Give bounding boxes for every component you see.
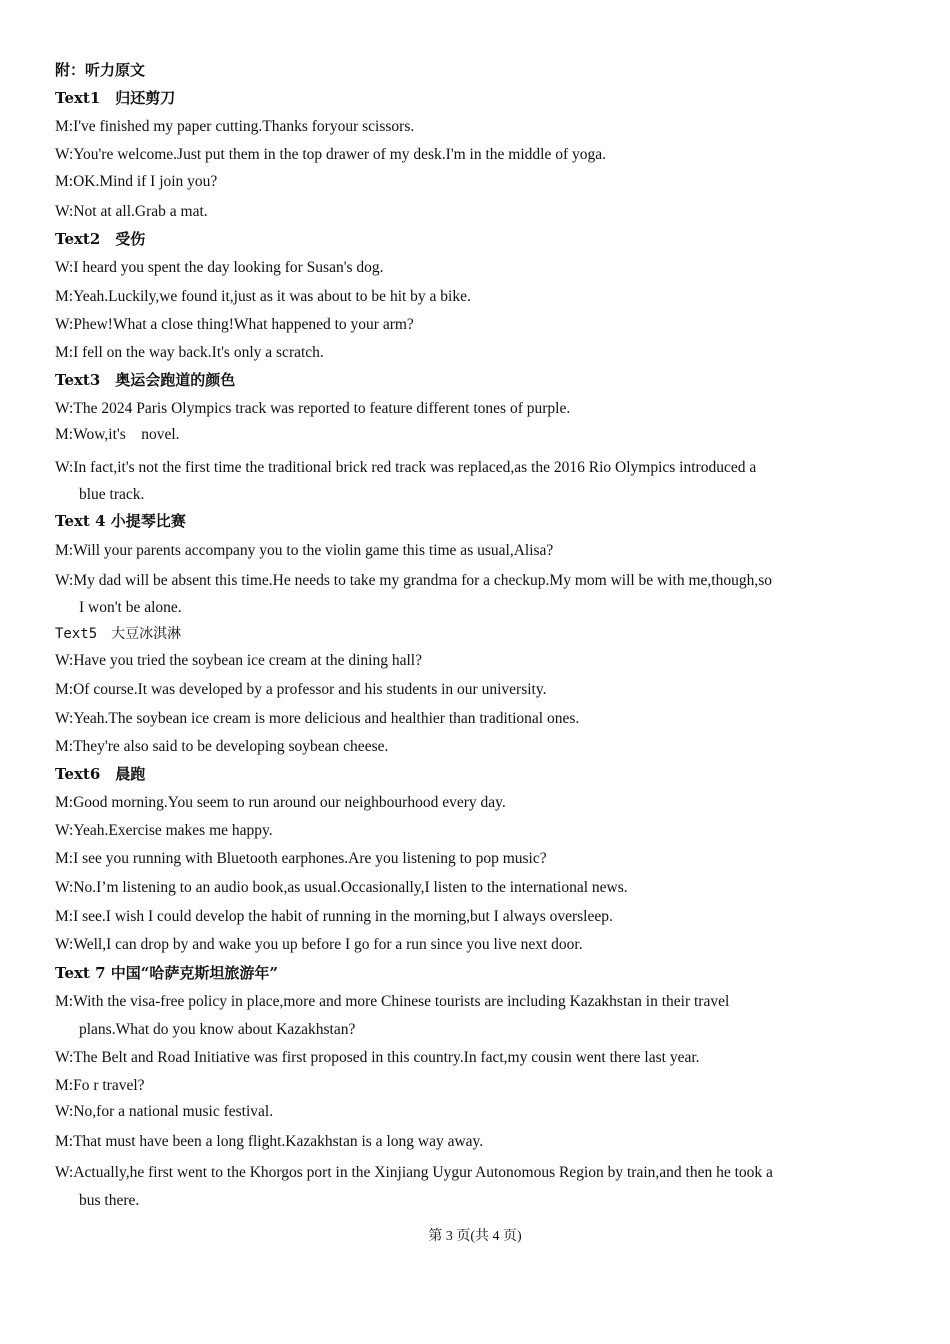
transcript-line: M:Good morning.You seem to run around our neighbourhood every day.: [55, 794, 506, 811]
text2-title: Text2 受伤: [55, 230, 146, 248]
page-footer: 第 3 页(共 4 页): [428, 1229, 522, 1244]
transcript-line-continued: bus there.: [79, 1192, 140, 1209]
transcript-line: M:I see you running with Bluetooth earphones.Are you listening to pop music?: [55, 850, 547, 867]
transcript-line: M:Yeah.Luckily,we found it,just as it was about to be hit by a bike.: [55, 288, 471, 305]
transcript-line: W:My dad will be absent this time.He needs to take my grandma for a checkup.My mom will be with me,though,so: [55, 572, 773, 589]
transcript-line: M:Wow,it's novel.: [55, 426, 180, 443]
transcript-line: W:No,for a national music festival.: [55, 1103, 274, 1120]
transcript-line: W:Yeah.The soybean ice cream is more delicious and healthier than traditional ones.: [55, 710, 580, 727]
text3-title: Text3 奥运会跑道的颜色: [55, 371, 236, 389]
transcript-line: W:Well,I can drop by and wake you up before I go for a run since you live next door.: [55, 936, 583, 953]
text7-title: Text 7 中国“哈萨克斯坦旅游年”: [55, 964, 278, 982]
transcript-line: W:In fact,it's not the first time the traditional brick red track was replaced,as the 2016 Rio Olympics introduced a: [55, 459, 757, 476]
transcript-line: W:Have you tried the soybean ice cream at the dining hall?: [55, 652, 422, 669]
transcript-line: W:I heard you spent the day looking for Susan's dog.: [55, 259, 384, 276]
transcript-line: W:Yeah.Exercise makes me happy.: [55, 822, 273, 839]
transcript-line: W:No.I’m listening to an audio book,as usual.Occasionally,I listen to the international news.: [55, 879, 628, 896]
text1-title: Text1 归还剪刀: [55, 89, 176, 107]
transcript-line-continued: plans.What do you know about Kazakhstan?: [79, 1021, 356, 1038]
transcript-line: M:I've finished my paper cutting.Thanks foryour scissors.: [55, 118, 415, 135]
transcript-line: M:Of course.It was developed by a professor and his students in our university.: [55, 681, 547, 698]
section-header: 附：听力原文: [55, 61, 146, 79]
transcript-line: M:I fell on the way back.It's only a scratch.: [55, 344, 324, 361]
text6-title: Text6 晨跑: [55, 765, 146, 783]
transcript-line: M:They're also said to be developing soybean cheese.: [55, 738, 389, 755]
transcript-line: M:Will your parents accompany you to the violin game this time as usual,Alisa?: [55, 542, 554, 559]
transcript-line: M:I see.I wish I could develop the habit of running in the morning,but I always oversleep.: [55, 908, 613, 925]
transcript-line-continued: I won't be alone.: [79, 599, 182, 616]
transcript-line-continued: blue track.: [79, 486, 145, 503]
transcript-line: W:Actually,he first went to the Khorgos port in the Xinjiang Uygur Autonomous Region by train,and then he took a: [55, 1164, 773, 1181]
transcript-line: W:Not at all.Grab a mat.: [55, 203, 208, 220]
transcript-line: W:The 2024 Paris Olympics track was reported to feature different tones of purple.: [55, 400, 571, 417]
transcript-line: W:Phew!What a close thing!What happened to your arm?: [55, 316, 414, 333]
transcript-line: W:You're welcome.Just put them in the top drawer of my desk.I'm in the middle of yoga.: [55, 146, 606, 163]
text4-title: Text 4 小提琴比赛: [55, 512, 186, 530]
text5-title: Text5 大豆冰淇淋: [55, 626, 182, 642]
transcript-line: M:OK.Mind if I join you?: [55, 173, 218, 190]
transcript-line: M:That must have been a long flight.Kazakhstan is a long way away.: [55, 1133, 484, 1150]
transcript-line: M:Fo r travel?: [55, 1077, 145, 1094]
transcript-line: W:The Belt and Road Initiative was first proposed in this country.In fact,my cousin went there last year.: [55, 1049, 700, 1066]
transcript-line: M:With the visa-free policy in place,more and more Chinese tourists are including Kazakhstan in their travel: [55, 993, 730, 1010]
